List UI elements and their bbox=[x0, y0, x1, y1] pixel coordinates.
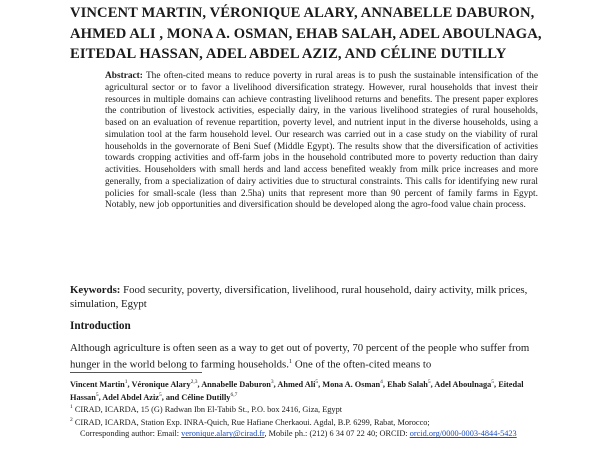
affiliation-1: $^1$ CIRAD, ICARDA, 15 (G) Radwan Ibn El-Tabib St., P.O. box 2416, Giza, Egypt bbox=[70, 404, 343, 414]
email-link[interactable]: veronique.alary@cirad.fr bbox=[181, 429, 265, 439]
footer-author-list: Vincent Martin$^1$, Véronique Alary$^{2,3}$, Annabelle Daburon$^3$, Ahmed Ali$^5$, Mona A. Osman$^4$, Ehab Salah$^5$, Adel Aboulnaga$^5$, Eitedal Hassan$^5$, Adel Abdel Aziz$^5$, and Céline Dutilly$^{6,7}$ bbox=[70, 379, 524, 402]
footer-author-name: Ehab Salah bbox=[387, 379, 428, 389]
footer-author-name: Véronique Alary bbox=[131, 379, 191, 389]
footnote-marker[interactable]: 1 bbox=[288, 358, 293, 366]
section-heading-introduction: Introduction bbox=[70, 320, 131, 332]
footer-author-name: Annabelle Daburon bbox=[201, 379, 271, 389]
author-affiliation-mark: 4 bbox=[380, 379, 383, 385]
keywords-text: Food security, poverty, diversification, livelihood, rural household, dairy activity, milk prices, simulation, Egypt bbox=[70, 284, 528, 310]
author-affiliation-mark: 2,3 bbox=[190, 379, 198, 385]
abstract-label: Abstract: bbox=[105, 71, 143, 81]
author-line: AHMED ALI , MONA A. OSMAN, EHAB SALAH, ADEL ABOULNAGA, bbox=[70, 25, 542, 42]
author-affiliation-mark: 5 bbox=[427, 379, 431, 385]
author-affiliation-mark: 5 bbox=[95, 391, 99, 398]
footer-author-name: Ahmed Ali bbox=[277, 379, 316, 389]
author-affiliation-mark: 5 bbox=[315, 379, 319, 385]
author-line: VINCENT MARTIN, VÉRONIQUE ALARY, ANNABELLE DABURON, bbox=[70, 5, 535, 21]
affiliation-mark: 2 bbox=[70, 417, 73, 424]
footer-author-name: Adel Aboulnaga bbox=[434, 379, 492, 389]
author-list-header bbox=[70, 3, 540, 65]
footer-author-name: Céline Dutilly bbox=[181, 392, 231, 402]
affiliation-2: $^2$ CIRAD, ICARDA, Station Exp. INRA-Quich, Rue Hafiane Cherkaoui. Agdal, B.P. 6299, Rabat, Morocco; bbox=[70, 417, 430, 427]
affiliation-mark: 1 bbox=[70, 404, 73, 410]
author-affiliation-mark: 6,7 bbox=[230, 391, 238, 398]
intro-text-cont: One of the often-cited means to bbox=[292, 359, 432, 371]
author-affiliation-mark: 1 bbox=[124, 379, 128, 385]
keywords-label: Keywords: bbox=[70, 284, 121, 296]
footer-author-name: Eitedal Hassan bbox=[70, 379, 524, 402]
affiliations bbox=[70, 402, 540, 440]
abstract bbox=[105, 71, 538, 212]
introduction-paragraph bbox=[70, 341, 540, 372]
keywords bbox=[70, 284, 538, 311]
intro-text: Although agriculture is often seen as a way to get out of poverty, 70 percent of the people who suffer from hunger in the world belong to farming households. bbox=[70, 342, 530, 371]
orcid-link[interactable]: orcid.org/0000-0003-4844-5423 bbox=[409, 429, 517, 439]
footer-author-name: Mona A. Osman bbox=[322, 379, 381, 389]
author-affiliation-mark: 5 bbox=[491, 379, 495, 385]
abstract-text: The often-cited means to reduce poverty in rural areas is to push the sustainable intensification of the agricultural sector or to favor a livelihood diversification strategy. However, rural households that invest their resources in multiple domains can achieve contrasting livelihood returns and benefits. The present paper explores the contribution of livestock activities, especially dairy, in the various livelihood strategies of rural households, based on an evaluation of revenue repartition, poverty level, and nutrient input in the diverse households, using a simulation tool at the farm household level. Our research was carried out in a case study on the viability of rural households in the governorate of Beni Suef (Middle Egypt). The results show that the diversification of activities towards cropping activities and off-farm jobs in the household contributed more to poverty reduction than dairy activities. Householders with small herds and land access benefited weakly from milk price increases and more generally, from a specialization of dairy activities due to structural constraints. This calls for identifying new rural policies for small-scale (less than 2.5ha) units that represent more than 90 percent of family farms in Egypt. Notably, new job opportunities and diversification should be developed along the agro-food value chain process. bbox=[105, 71, 538, 211]
author-line: EITEDAL HASSAN, ADEL ABDEL AZIZ, AND CÉLINE DUTILLY bbox=[70, 46, 507, 62]
footnote-divider bbox=[70, 372, 202, 373]
footer-author-name: Vincent Martin bbox=[70, 379, 125, 389]
author-affiliation-mark: 5 bbox=[158, 391, 162, 398]
footer-author-name: Adel Abdel Aziz bbox=[102, 392, 159, 402]
corresponding-author: Corresponding author: Email: veronique.alary@cirad.fr, Mobile ph.: (212) 6 34 07 22 40; ORCID: orcid.org/0000-0003-4844-5423 bbox=[80, 429, 517, 439]
author-affiliation-mark: 3 bbox=[270, 379, 274, 385]
